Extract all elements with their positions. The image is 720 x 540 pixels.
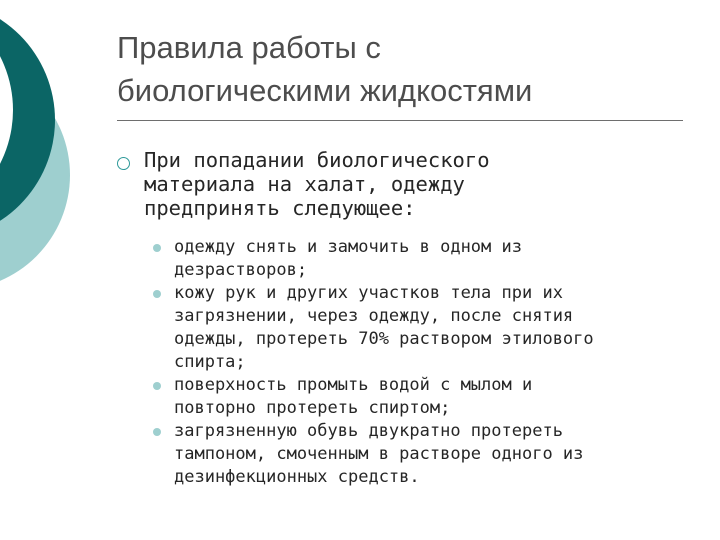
sub-item-line: дезрастворов; xyxy=(174,260,308,280)
sub-list-item xyxy=(150,282,710,374)
title-divider xyxy=(117,120,683,121)
main-point xyxy=(117,148,697,220)
sub-list xyxy=(150,236,710,489)
hollow-circle-bullet-icon xyxy=(117,157,130,170)
dot-bullet-icon xyxy=(153,428,161,436)
main-point-line: материала на халат, одежду xyxy=(144,172,465,196)
main-point-line: При попадании биологического xyxy=(144,148,490,172)
dot-bullet-icon xyxy=(153,290,161,298)
sub-item-line: кожу рук и других участков тела при их xyxy=(174,283,563,303)
sub-item-line: дезинфекционных средств. xyxy=(174,467,420,487)
main-point-text xyxy=(144,148,697,220)
sub-item-line: спирта; xyxy=(174,352,246,372)
sub-list-item xyxy=(150,420,710,489)
title-line: Правила работы с xyxy=(117,30,381,65)
dot-bullet-icon xyxy=(153,244,161,252)
title-line: биологическими жидкостями xyxy=(117,73,533,108)
sub-item-line: тампоном, смоченным в растворе одного из xyxy=(174,444,584,464)
dot-bullet-icon xyxy=(153,382,161,390)
sub-item-line: одежды, протереть 70% раствором этилового xyxy=(174,329,594,349)
sub-item-line: повторно протереть спиртом; xyxy=(174,398,451,418)
sub-list-item xyxy=(150,374,710,420)
sub-item-line: одежду снять и замочить в одном из xyxy=(174,237,522,257)
sub-item-line: поверхность промыть водой с мылом и xyxy=(174,375,533,395)
main-point-line: предпринять следующее: xyxy=(144,196,416,220)
slide-title xyxy=(117,26,697,112)
sub-item-line: загрязненную обувь двукратно протереть xyxy=(174,421,563,441)
decorative-circles xyxy=(0,0,120,300)
sub-list-item xyxy=(150,236,710,282)
sub-item-line: загрязнении, через одежду, после снятия xyxy=(174,306,574,326)
